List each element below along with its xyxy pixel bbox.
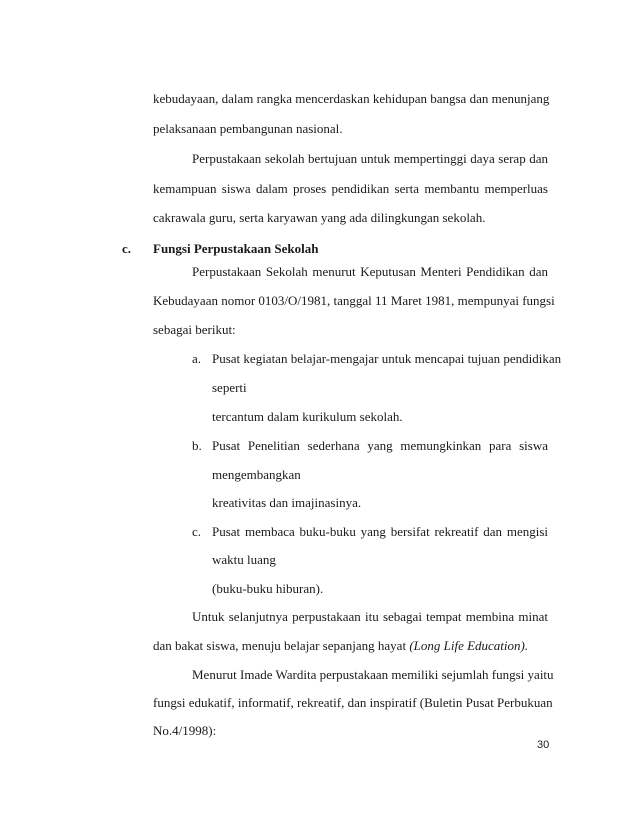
after-line-2 xyxy=(153,638,528,654)
list-marker-a: a. xyxy=(192,351,202,366)
list-c-line-3: (buku-buku hiburan). xyxy=(212,581,324,596)
list-a-line-3: tercantum dalam kurikulum sekolah. xyxy=(212,409,403,424)
list-a-line-1: Pusat kegiatan belajar-mengajar untuk mencapai tujuan pendidikan xyxy=(212,351,562,366)
intro-line-3: Perpustakaan sekolah bertujuan untuk mempertinggi daya serap dan xyxy=(192,151,548,166)
section-title: Fungsi Perpustakaan Sekolah xyxy=(153,241,319,256)
after-line-2-italic: (Long Life Education). xyxy=(409,638,529,653)
after-line-5: No.4/1998): xyxy=(153,723,217,738)
list-marker-b: b. xyxy=(192,438,202,453)
after-line-2-text: dan bakat siswa, menuju belajar sepanjang hayat xyxy=(153,638,407,653)
after-line-4: fungsi edukatif, informatif, rekreatif, dan inspiratif (Buletin Pusat Perbukuan xyxy=(153,695,553,710)
section-marker: c. xyxy=(122,241,132,256)
list-a-line-2: seperti xyxy=(212,380,247,395)
para-line-3: sebagai berikut: xyxy=(153,322,236,337)
list-b-line-2: mengembangkan xyxy=(212,467,301,482)
list-b-line-3: kreativitas dan imajinasinya. xyxy=(212,495,362,510)
after-line-3: Menurut Imade Wardita perpustakaan memiliki sejumlah fungsi yaitu xyxy=(192,667,554,682)
page-number: 30 xyxy=(537,739,550,751)
para-line-2: Kebudayaan nomor 0103/O/1981, tanggal 11 Maret 1981, mempunyai fungsi xyxy=(153,293,555,308)
intro-line-1: kebudayaan, dalam rangka mencerdaskan kehidupan bangsa dan menunjang xyxy=(153,91,550,106)
intro-line-4: kemampuan siswa dalam proses pendidikan serta membantu memperluas xyxy=(153,181,548,196)
list-c-line-1: Pusat membaca buku-buku yang bersifat rekreatif dan mengisi xyxy=(212,524,548,539)
after-line-1: Untuk selanjutnya perpustakaan itu sebagai tempat membina minat xyxy=(192,609,548,624)
intro-line-5: cakrawala guru, serta karyawan yang ada dilingkungan sekolah. xyxy=(153,210,486,225)
list-marker-c: c. xyxy=(192,524,202,539)
intro-line-2: pelaksanaan pembangunan nasional. xyxy=(153,121,343,136)
list-b-line-1: Pusat Penelitian sederhana yang memungkinkan para siswa xyxy=(212,438,548,453)
list-c-line-2: waktu luang xyxy=(212,552,276,567)
para-line-1: Perpustakaan Sekolah menurut Keputusan Menteri Pendidikan dan xyxy=(192,264,548,279)
